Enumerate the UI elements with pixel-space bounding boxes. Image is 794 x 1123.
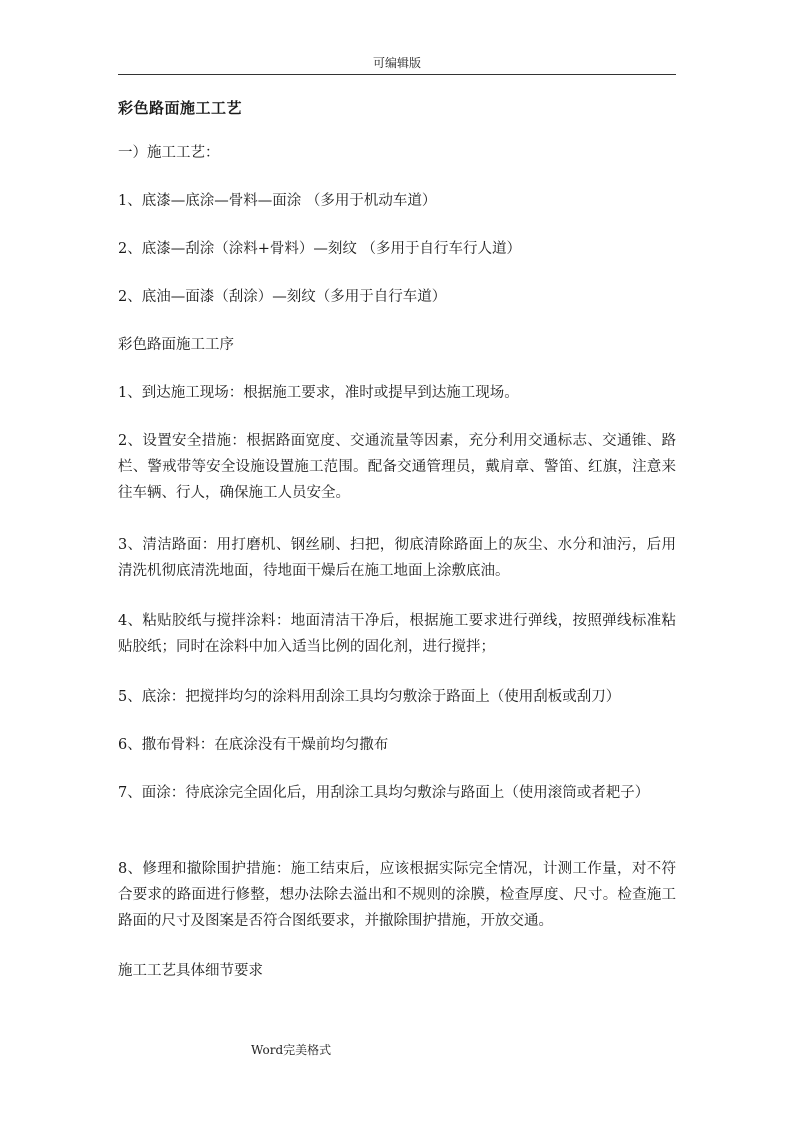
paragraph-step-2: 2、设置安全措施：根据路面宽度、交通流量等因素，充分利用交通标志、交通锥、路栏、警戒带等安全设施设置施工范围。配备交通管理员，戴肩章、警笛、红旗，注意来往车辆、行人，确保施工人员安全。 <box>118 433 676 501</box>
document-title: 彩色路面施工工艺 <box>118 99 243 117</box>
paragraph-step-6: 6、撒布骨料：在底涂没有干燥前均匀撒布 <box>118 737 389 753</box>
paragraph-process-3: 2、底油—面漆（刮涂）—刻纹（多用于自行车道） <box>118 289 447 305</box>
paragraph-step-1: 1、到达施工现场：根据施工要求，准时或提早到达施工现场。 <box>118 385 519 401</box>
paragraph-process-heading: 一）施工工艺： <box>118 145 220 161</box>
page-footer: Word完美格式 <box>251 1043 332 1057</box>
paragraph-step-8: 8、修理和撤除围护措施：施工结束后，应该根据实际完全情况，计测工作量，对不符合要求的路面进行修整，想办法除去溢出和不规则的涂膜，检查厚度、尺寸。检查施工路面的尺寸及图案是否符合图纸要求，并撤除围护措施，开放交通。 <box>118 861 676 929</box>
paragraph-step-5: 5、底涂：把搅拌均匀的涂料用刮涂工具均匀敷涂于路面上（使用刮板或刮刀） <box>118 689 621 705</box>
paragraph-step-7: 7、面涂：待底涂完全固化后，用刮涂工具均匀敷涂与路面上（使用滚筒或者耙子） <box>118 785 650 801</box>
paragraph-detail-heading: 施工工艺具体细节要求 <box>118 963 263 979</box>
paragraph-process-2: 2、底漆—刮涂（涂料+骨料）—刻纹 （多用于自行车行人道） <box>118 241 521 257</box>
page-header: 可编辑版 <box>372 56 421 70</box>
paragraph-process-1: 1、底漆—底涂—骨料—面涂 （多用于机动车道） <box>118 193 437 209</box>
paragraph-procedure-heading: 彩色路面施工工序 <box>118 337 234 353</box>
paragraph-step-3: 3、清洁路面：用打磨机、钢丝刷、扫把，彻底清除路面上的灰尘、水分和油污，后用清洗机彻底清洗地面，待地面干燥后在施工地面上涂敷底油。 <box>118 537 676 579</box>
paragraph-step-4: 4、粘贴胶纸与搅拌涂料：地面清洁干净后，根据施工要求进行弹线，按照弹线标准粘贴胶纸；同时在涂料中加入适当比例的固化剂，进行搅拌； <box>118 613 676 655</box>
header-divider <box>118 74 676 75</box>
